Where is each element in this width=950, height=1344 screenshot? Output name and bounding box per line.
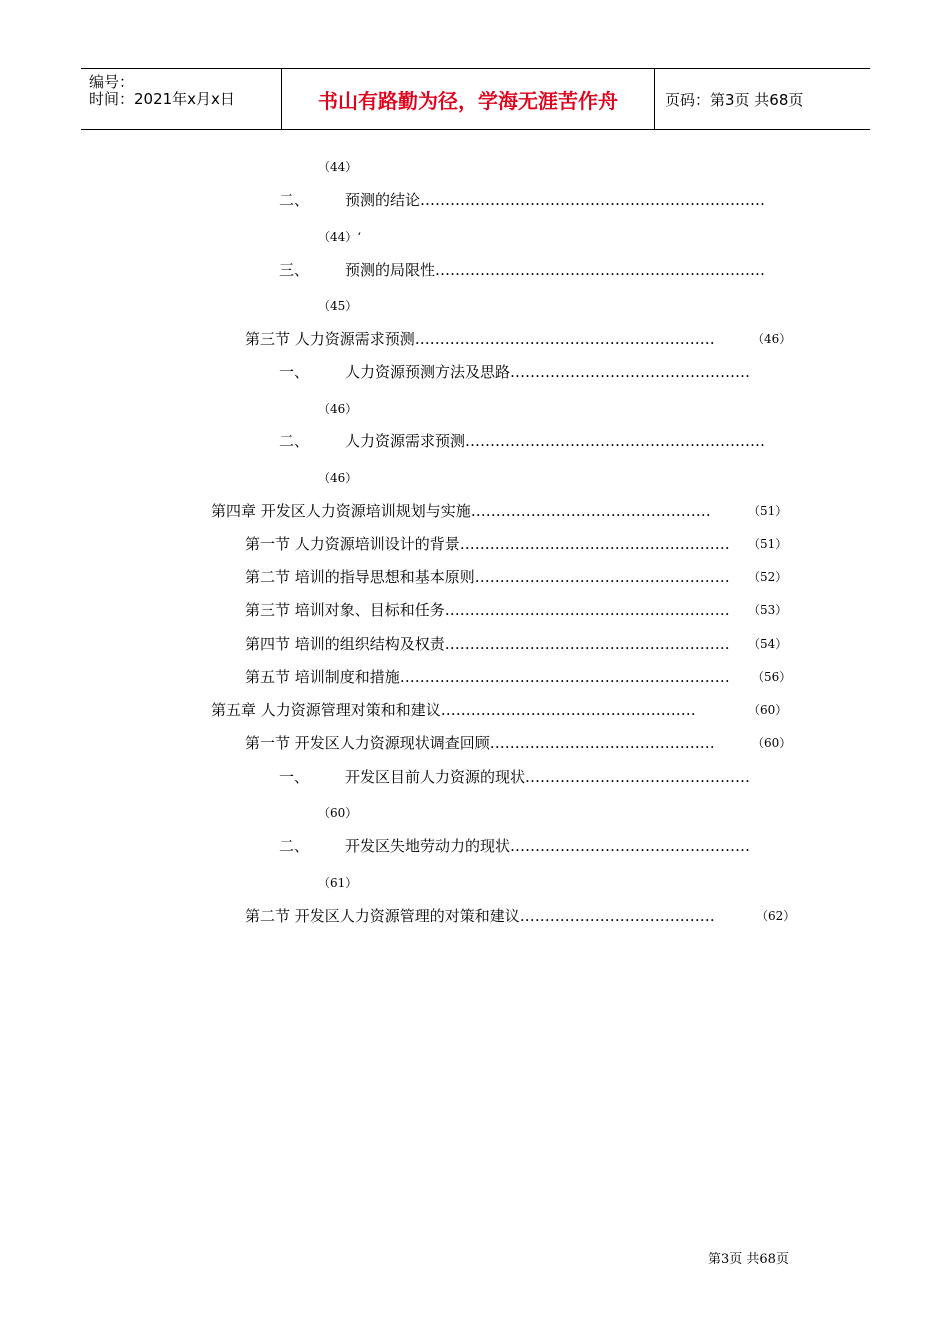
- toc-entry-title: 人力资源需求预测: [345, 432, 466, 450]
- toc-page-number: （46）: [318, 471, 358, 485]
- toc-entry-title: 预测的结论: [345, 191, 421, 209]
- toc-leader-dots: …………………………………………………: [444, 601, 730, 619]
- toc-leader-dots: …………………………………………: [510, 363, 751, 381]
- toc-entry-title: 第一节 人力资源培训设计的背景: [245, 535, 460, 553]
- toc-leader-dots: …………………………………………………………: [399, 668, 730, 686]
- page-footer: 第3页 共68页: [708, 1252, 789, 1267]
- toc-entry: [245, 733, 715, 753]
- toc-entry-number: 一、: [279, 768, 310, 786]
- toc-entry-title: 第四章 开发区人力资源培训规划与实施: [211, 502, 471, 520]
- toc-leader-dots: …………………………………………………………: [435, 261, 766, 279]
- toc-entry-number: 二、: [279, 191, 310, 209]
- toc-leader-dots: ……………………………………………………: [465, 432, 766, 450]
- toc-entry: [245, 906, 715, 926]
- toc-page-number: （51）: [748, 504, 788, 518]
- toc-entry: [279, 260, 765, 280]
- toc-entry-number: 一、: [279, 363, 310, 381]
- toc-entry: [211, 501, 711, 521]
- toc-page-number: （45）: [318, 299, 358, 313]
- toc-page-number: （61）: [318, 876, 358, 890]
- toc-entry-title: 人力资源预测方法及思路: [345, 363, 511, 381]
- toc-page-number: （60）: [752, 736, 792, 750]
- toc-leader-dots: ………………………………………: [489, 734, 715, 752]
- toc-entry-title: 开发区目前人力资源的现状: [345, 768, 526, 786]
- toc-entry-title: 第一节 开发区人力资源现状调查回顾: [245, 734, 490, 752]
- toc-entry-title: 第五章 人力资源管理对策和和建议: [211, 701, 441, 719]
- toc-entry-title: 开发区失地劳动力的现状: [345, 837, 511, 855]
- toc-entry-title: 第五节 培训制度和措施: [245, 668, 400, 686]
- toc-entry-title: 预测的局限性: [345, 261, 436, 279]
- number-label: 编号：: [89, 73, 135, 91]
- toc-page-number: （54）: [748, 637, 788, 651]
- toc-entry: [279, 190, 765, 210]
- toc-page-number: （52）: [748, 570, 788, 584]
- toc-leader-dots: ………………………………………………: [459, 535, 730, 553]
- toc-page-number: （44）‘: [318, 230, 362, 244]
- toc-page-number: （44）: [318, 160, 358, 174]
- toc-leader-dots: ………………………………………: [525, 768, 751, 786]
- toc-entry-number: 二、: [279, 432, 310, 450]
- toc-entry-number: 三、: [279, 261, 310, 279]
- toc-entry: [211, 700, 696, 720]
- toc-entry-number: 二、: [279, 837, 310, 855]
- header-motto: 书山有路勤为径，学海无涯苦作舟: [282, 69, 655, 129]
- toc-entry: [245, 634, 730, 654]
- header-page-info: 页码：第3页 共68页: [665, 90, 804, 109]
- toc-page-number: （53）: [748, 603, 788, 617]
- toc-entry: [245, 534, 730, 554]
- toc-entry: [245, 600, 730, 620]
- toc-entry-title: 第三节 培训对象、目标和任务: [245, 601, 445, 619]
- toc-page-number: （46）: [318, 402, 358, 416]
- toc-page-number: （60）: [748, 703, 788, 717]
- toc-entry: [279, 767, 750, 787]
- toc-entry: [245, 329, 715, 349]
- toc-entry: [245, 567, 730, 587]
- toc-entry-title: 第二节 开发区人力资源管理的对策和建议: [245, 907, 520, 925]
- toc-entry: [279, 362, 750, 382]
- toc-page-number: （46）: [752, 332, 792, 346]
- toc-leader-dots: ……………………………………………: [474, 568, 730, 586]
- toc-entry-title: 第四节 培训的组织结构及权责: [245, 635, 445, 653]
- toc-page-number: （51）: [748, 537, 788, 551]
- toc-leader-dots: …………………………………………: [510, 837, 751, 855]
- toc-leader-dots: …………………………………………: [470, 502, 711, 520]
- toc-page-number: （56）: [752, 670, 792, 684]
- toc-leader-dots: ……………………………………………………: [414, 330, 715, 348]
- time-label: 时间：2021年x月x日: [89, 90, 235, 108]
- toc-entry: [279, 836, 750, 856]
- toc-leader-dots: …………………………………………………: [444, 635, 730, 653]
- toc-entry: [279, 431, 765, 451]
- toc-entry-title: 第二节 培训的指导思想和基本原则: [245, 568, 475, 586]
- toc-leader-dots: ……………………………………………………………: [420, 191, 766, 209]
- toc-leader-dots: ……………………………………………: [440, 701, 696, 719]
- toc-entry: [245, 667, 730, 687]
- toc-page-number: （60）: [318, 806, 358, 820]
- toc-leader-dots: …………………………………: [519, 907, 715, 925]
- toc-page-number: （62）: [756, 909, 796, 923]
- toc-entry-title: 第三节 人力资源需求预测: [245, 330, 415, 348]
